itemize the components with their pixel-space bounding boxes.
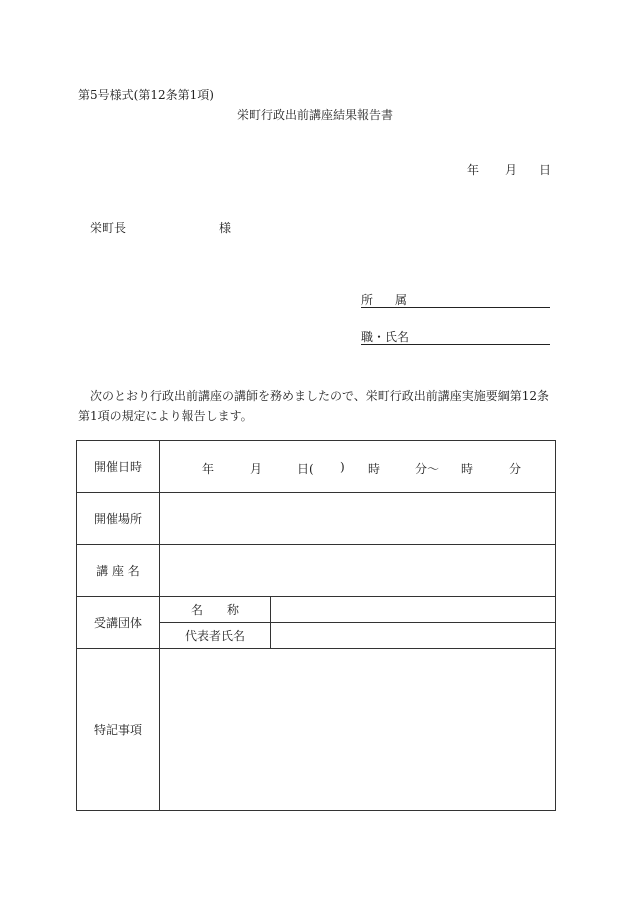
dt-month: 月 [250, 462, 263, 476]
group-rep-field[interactable] [271, 623, 556, 649]
group-label: 受講団体 [77, 597, 160, 649]
position-name-field[interactable] [361, 328, 550, 345]
venue-label: 開催場所 [77, 493, 160, 545]
position-name-label: 職・氏名 [361, 330, 410, 344]
dt-day: 日( [297, 462, 314, 476]
affiliation-field[interactable] [361, 291, 550, 308]
date-day-label: 日 [539, 163, 552, 177]
honorific: 様 [219, 221, 232, 235]
notes-label: 特記事項 [77, 649, 160, 811]
report-table [76, 440, 556, 811]
course-field[interactable] [160, 545, 556, 597]
recipient: 栄町長 [90, 221, 127, 235]
dt-minute2: 分 [509, 462, 522, 476]
date-month-label: 月 [505, 163, 518, 177]
body-text: 次のとおり行政出前講座の講師を務めましたので、栄町行政出前講座実施要綱第12条第1項の規定により報告します。 [78, 389, 550, 423]
affiliation-label-2: 属 [395, 293, 408, 307]
venue-field[interactable] [160, 493, 556, 545]
dt-hour: 時 [368, 462, 381, 476]
dt-minute: 分〜 [415, 462, 440, 476]
date-year-label: 年 [467, 163, 480, 177]
datetime-label: 開催日時 [77, 441, 160, 493]
dt-paren-close: ) [340, 460, 345, 474]
course-label: 講 座 名 [77, 545, 160, 597]
dt-year: 年 [202, 462, 215, 476]
group-rep-label: 代表者氏名 [160, 623, 271, 649]
dt-hour2: 時 [461, 462, 474, 476]
affiliation-label-1: 所 [361, 293, 374, 307]
group-name-label: 名 称 [160, 597, 271, 623]
page-title: 栄町行政出前講座結果報告書 [236, 108, 393, 122]
form-number: 第5号様式(第12条第1項) [78, 88, 214, 102]
group-name-field[interactable] [271, 597, 556, 623]
notes-field[interactable] [160, 649, 556, 811]
datetime-field[interactable] [160, 441, 556, 493]
